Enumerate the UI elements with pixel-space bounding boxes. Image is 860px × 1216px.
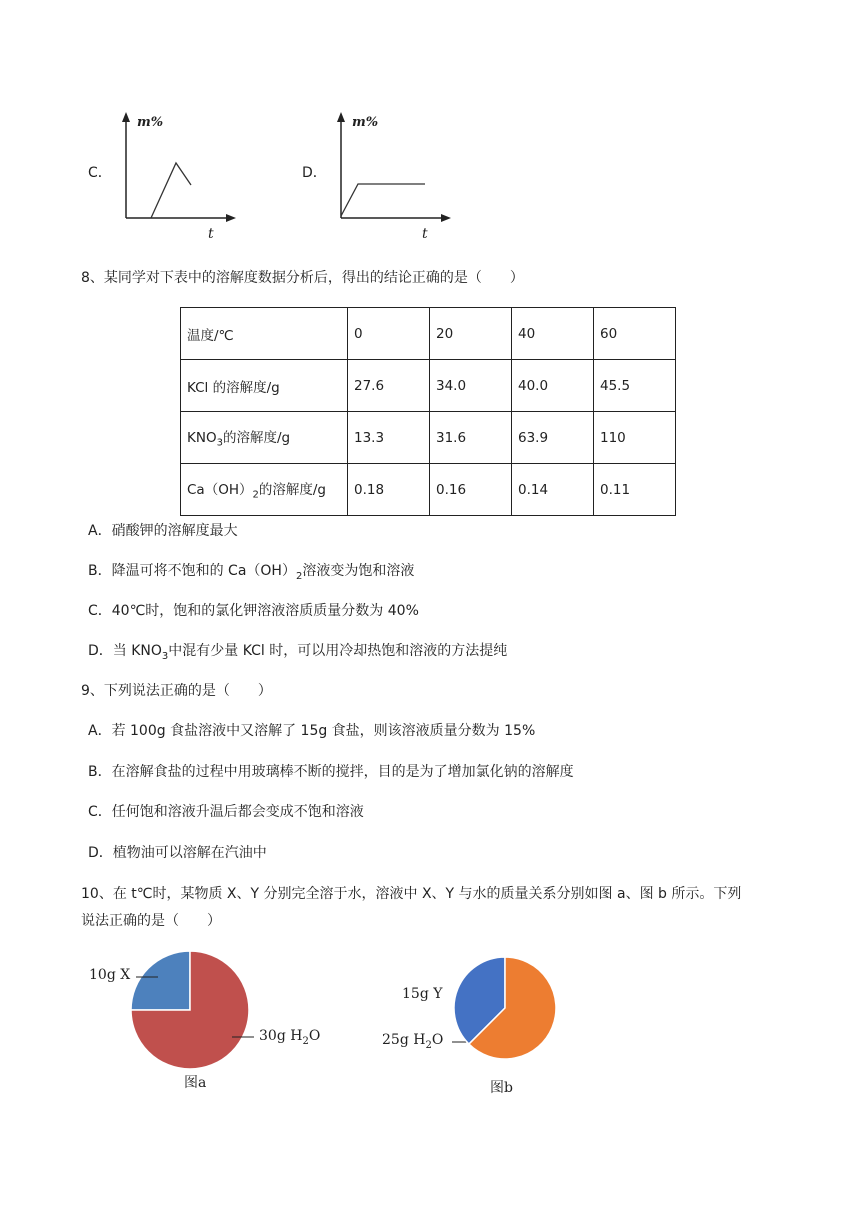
- q8-option-c: C．40℃时，饱和的氯化钾溶液溶质质量分数为 40%: [88, 603, 419, 619]
- graph-d-xlabel: t: [422, 226, 428, 242]
- table-cell: 0.14: [512, 464, 594, 516]
- table-cell: 31.6: [430, 412, 512, 464]
- table-cell: 0.18: [348, 464, 430, 516]
- q10-stem-line1: 10、在 t℃时，某物质 X、Y 分别完全溶于水，溶液中 X、Y 与水的质量关系分别如图 a、图 b 所示。下列: [81, 886, 742, 902]
- table-cell: 40.0: [512, 360, 594, 412]
- graph-c-xlabel: t: [208, 226, 214, 242]
- q9-stem: 9、下列说法正确的是（ ）: [81, 683, 272, 699]
- table-cell: 20: [430, 308, 512, 360]
- pie-a-label-h2o: 30g $H_2O$: [259, 1028, 321, 1047]
- pie-b-label-h2o: 25g $H_2O$: [382, 1032, 444, 1051]
- table-cell: 0.11: [594, 464, 676, 516]
- q9-option-b: B．在溶解食盐的过程中用玻璃棒不断的搅拌，目的是为了增加氯化钠的溶解度: [88, 764, 574, 780]
- table-cell: 温度/℃: [181, 308, 348, 360]
- table-cell: 45.5: [594, 360, 676, 412]
- table-cell: 13.3: [348, 412, 430, 464]
- pie-chart-b: [453, 956, 557, 1060]
- q8-option-d: D．当 $KNO_3$中混有少量 KCl 时，可以用冷却热饱和溶液的方法提纯: [88, 643, 508, 662]
- table-row-label: KCl 的溶解度/g: [181, 360, 348, 412]
- q9-option-a: A．若 100g 食盐溶液中又溶解了 15g 食盐，则该溶液质量分数为 15%: [88, 723, 536, 739]
- pie-b-caption: 图b: [490, 1080, 513, 1096]
- q8-option-b: B．降温可将不饱和的 $Ca(OH)_2$溶液变为饱和溶液: [88, 563, 415, 582]
- table-cell: 34.0: [430, 360, 512, 412]
- q8-option-a: A．硝酸钾的溶解度最大: [88, 523, 238, 539]
- graph-c-ylabel: m%: [137, 115, 164, 130]
- pie-b-label-y: 15g Y: [402, 986, 443, 1002]
- table-cell: 0.16: [430, 464, 512, 516]
- table-cell: 0: [348, 308, 430, 360]
- table-cell: 110: [594, 412, 676, 464]
- table-row-label: $KNO_3$的溶解度/g: [181, 412, 348, 464]
- pie-a-caption: 图a: [184, 1075, 207, 1091]
- q8-stem: 8、某同学对下表中的溶解度数据分析后，得出的结论正确的是（ ）: [81, 270, 524, 286]
- table-cell: 60: [594, 308, 676, 360]
- q10-stem-line2: 说法正确的是（ ）: [81, 913, 221, 929]
- table-cell: 63.9: [512, 412, 594, 464]
- option-d-letter: D．: [302, 165, 327, 181]
- graph-d-ylabel: m%: [352, 115, 379, 130]
- q9-option-d: D．植物油可以溶解在汽油中: [88, 845, 267, 861]
- pie-a-label-x: 10g X: [89, 967, 131, 983]
- table-cell: 27.6: [348, 360, 430, 412]
- option-c-letter: C．: [88, 165, 112, 181]
- q9-option-c: C．任何饱和溶液升温后都会变成不饱和溶液: [88, 804, 364, 820]
- table-row-label: $Ca(OH)_2$的溶解度/g: [181, 464, 348, 516]
- table-cell: 40: [512, 308, 594, 360]
